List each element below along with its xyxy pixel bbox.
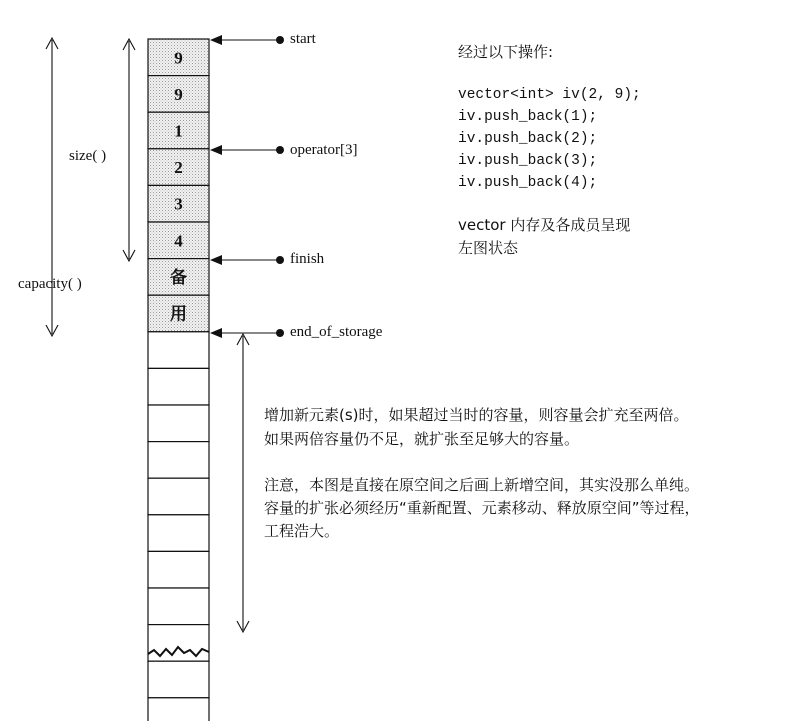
memory-cell	[148, 661, 209, 698]
pointer-finish	[210, 255, 284, 265]
code-line: iv.push_back(2);	[458, 131, 598, 147]
size-arrow	[123, 39, 135, 261]
growth-note-line: 增加新元素(s)时，如果超过当时的容量，则容量会扩充至两倍。	[264, 406, 689, 424]
operations-heading: 经过以下操作:	[458, 43, 554, 61]
memory-cell-value: 3	[174, 194, 183, 214]
memory-cell-value: 9	[174, 84, 183, 104]
pointer-end-of-storage	[210, 328, 284, 338]
memory-cell	[148, 478, 209, 515]
code-line: vector<int> iv(2, 9);	[458, 87, 641, 103]
pointer-start	[210, 35, 284, 45]
label-capacity: capacity( )	[18, 276, 82, 292]
caution-note-line: 容量的扩张必须经历“重新配置、元素移动、释放原空间”等过程，	[264, 499, 700, 517]
memory-cell-value: 备	[170, 267, 187, 288]
memory-cell	[148, 368, 209, 405]
caution-note-line: 注意，本图是直接在原空间之后画上新增空间，其实没那么单纯。	[264, 476, 700, 494]
memory-cell	[148, 515, 209, 552]
label-operator: operator[3]	[290, 142, 358, 158]
growth-note-line: 如果两倍容量仍不足，就扩张至足够大的容量。	[264, 430, 580, 448]
memory-cell	[148, 698, 209, 721]
memory-cell-value: 2	[174, 158, 183, 178]
expansion-arrow	[237, 334, 249, 632]
memory-cell	[148, 332, 209, 369]
label-size: size( )	[69, 148, 107, 164]
code-line: iv.push_back(1);	[458, 109, 598, 125]
label-finish: finish	[290, 251, 325, 267]
state-note-line: vector 内存及各成员呈现	[458, 216, 631, 234]
memory-cell	[148, 405, 209, 442]
caution-note-line: 工程浩大。	[264, 522, 340, 540]
code-line: iv.push_back(4);	[458, 175, 598, 191]
label-end-of-storage: end_of_storage	[290, 324, 383, 340]
memory-cell	[148, 625, 209, 662]
memory-cell-value: 1	[174, 121, 183, 141]
memory-cell-value: 9	[174, 48, 183, 68]
memory-cell-value: 用	[170, 304, 187, 325]
memory-cell	[148, 588, 209, 625]
code-line: iv.push_back(3);	[458, 153, 598, 169]
memory-cell	[148, 551, 209, 588]
state-note-line: 左图状态	[458, 239, 519, 257]
memory-cells	[148, 39, 209, 721]
memory-cell-value: 4	[174, 231, 183, 251]
label-start: start	[290, 31, 316, 47]
pointer-operator	[210, 145, 284, 155]
memory-cell	[148, 442, 209, 479]
